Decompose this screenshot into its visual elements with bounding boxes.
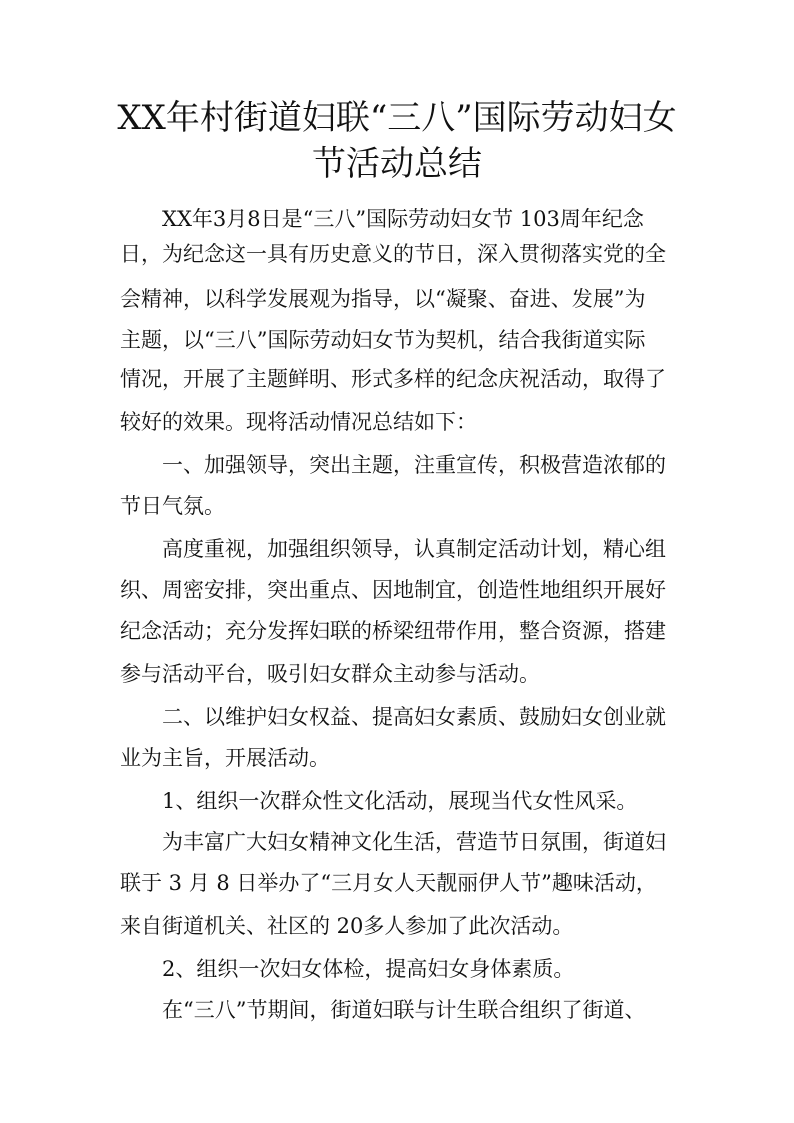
body-line: 联于 3 月 8 日举办了“三月女人天靓丽伊人节”趣味活动，	[120, 871, 657, 895]
body-line: 高度重视，加强组织领导，认真制定活动计划，精心组	[162, 537, 666, 561]
body-line: 主题，以“三八”国际劳动妇女节为契机，结合我街道实际	[120, 328, 646, 352]
body-line: 情况，开展了主题鲜明、形式多样的纪念庆祝活动，取得了	[120, 367, 666, 391]
body-line: 织、周密安排，突出重点、因地制宜，创造性地组织开展好	[120, 578, 666, 602]
body-line: 参与活动平台，吸引妇女群众主动参与活动。	[120, 662, 540, 686]
body-line: 来自街道机关、社区的 20多人参加了此次活动。	[120, 914, 574, 938]
section-heading: 节日气氛。	[120, 494, 225, 518]
document-title-line-1: XX年村街道妇联“三八”国际劳动妇女	[117, 98, 677, 138]
subsection-heading: 2、组织一次妇女体检，提高妇女身体素质。	[162, 957, 575, 981]
body-line: 日，为纪念这一具有历史意义的节日，深入贯彻落实党的全	[120, 242, 666, 266]
section-heading: 一、加强领导，突出主题，注重宣传，积极营造浓郁的	[162, 453, 666, 477]
document-title-line-2: 节活动总结	[312, 144, 482, 184]
section-heading: 业为主旨，开展活动。	[120, 746, 330, 770]
body-line: XX年3月8日是“三八”国际劳动妇女节 103周年纪念	[162, 207, 644, 231]
body-line: 纪念活动；充分发挥妇联的桥梁纽带作用，整合资源，搭建	[120, 619, 666, 643]
body-line: 在“三八”节期间，街道妇联与计生联合组织了街道、	[162, 998, 646, 1022]
body-line: 会精神，以科学发展观为指导，以“凝聚、奋进、发展”为	[120, 287, 646, 311]
body-line: 为丰富广大妇女精神文化生活，营造节日氛围，街道妇	[162, 830, 666, 854]
section-heading: 二、以维护妇女权益、提高妇女素质、鼓励妇女创业就	[162, 705, 666, 729]
body-line: 较好的效果。现将活动情况总结如下：	[120, 410, 477, 434]
subsection-heading: 1、组织一次群众性文化活动，展现当代女性风采。	[162, 789, 638, 813]
